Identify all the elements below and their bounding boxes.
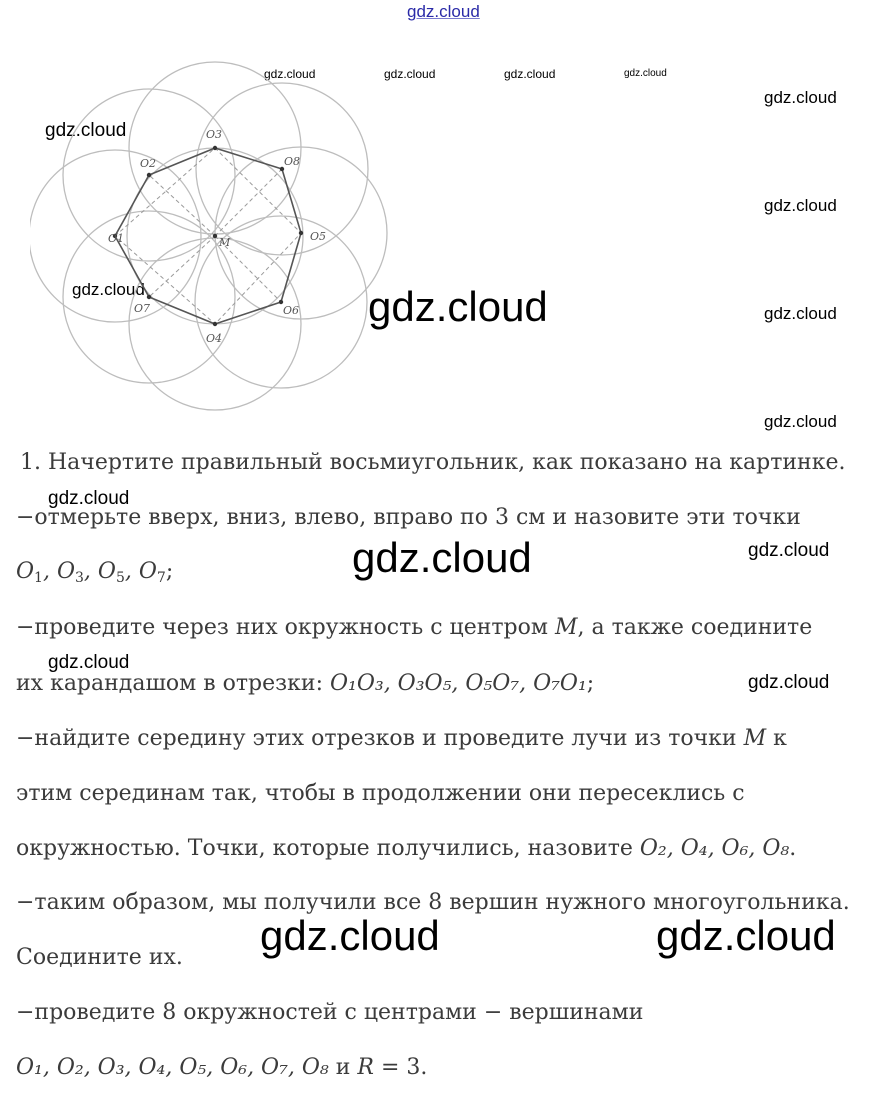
watermark: gdz.cloud — [72, 280, 145, 299]
octagon-construction-figure — [30, 50, 400, 420]
instruction-line-6: −найдите середину этих отрезков и проведите лучи из точки M к — [16, 726, 787, 751]
watermark: gdz.cloud — [384, 67, 436, 81]
watermark: gdz.cloud — [45, 120, 127, 141]
watermark: gdz.cloud — [656, 912, 836, 959]
instruction-line-1: 1. Начертите правильный восьмиугольник, как показано на картинке. — [20, 450, 846, 475]
vertex-dot — [213, 146, 217, 150]
watermark: gdz.cloud — [48, 652, 130, 673]
octagon — [115, 148, 301, 324]
instruction-line-7: этим серединам так, чтобы в продолжении они пересеклись с — [16, 781, 745, 806]
center-dot — [213, 234, 217, 238]
instruction-line-3: $O_1$, $O_3$, $O_5$, $O_7$; — [16, 559, 174, 586]
instruction-line-5: их карандашом в отрезки: O₁O₃, O₃O₅, O₅O₇, O₇O₁; — [16, 671, 595, 696]
watermark: gdz.cloud — [352, 534, 532, 581]
label-o2: O2 — [140, 157, 157, 170]
vertex-dot — [299, 231, 303, 235]
watermark-top[interactable]: gdz.cloud — [407, 2, 480, 21]
instruction-line-2: −отмерьте вверх, вниз, влево, вправо по 3 см и назовите эти точки — [16, 505, 801, 530]
label-o7: O7 — [134, 302, 151, 315]
watermark: gdz.cloud — [264, 67, 316, 81]
watermark: gdz.cloud — [764, 412, 837, 431]
vertex-dot — [213, 322, 217, 326]
watermark: gdz.cloud — [504, 67, 556, 81]
watermark: gdz.cloud — [764, 196, 837, 215]
label-m: M — [219, 236, 231, 249]
watermark: gdz.cloud — [260, 912, 440, 959]
watermark: gdz.cloud — [764, 304, 837, 323]
instruction-line-11: −проведите 8 окружностей с центрами − вершинами — [16, 1000, 644, 1025]
watermark: gdz.cloud — [748, 540, 830, 561]
ray — [215, 169, 282, 236]
label-o4: O4 — [206, 332, 223, 345]
instruction-line-4: −проведите через них окружность с центром M, а также соедините — [16, 615, 813, 640]
instruction-line-9: −таким образом, мы получили все 8 вершин нужного многоугольника. — [16, 890, 850, 915]
label-o5: O5 — [310, 230, 327, 243]
instruction-line-10: Соедините их. — [16, 945, 183, 970]
instruction-line-8: окружностью. Точки, которые получились, назовите O₂, O₄, O₆, O₈. — [16, 836, 797, 861]
vertex-dot — [147, 295, 151, 299]
watermark: gdz.cloud — [748, 672, 830, 693]
dashed-square — [115, 148, 301, 324]
instruction-line-12: O₁, O₂, O₃, O₄, O₅, O₆, O₇, O₈ и R = 3. — [16, 1055, 428, 1080]
vertex-dot — [147, 173, 151, 177]
watermark: gdz.cloud — [764, 88, 837, 107]
label-o3: O3 — [206, 128, 223, 141]
watermark: gdz.cloud — [368, 283, 548, 330]
watermark: gdz.cloud — [624, 68, 667, 79]
label-o6: O6 — [283, 304, 300, 317]
label-o8: O8 — [284, 155, 301, 168]
label-o1: O1 — [108, 232, 125, 245]
watermark: gdz.cloud — [48, 488, 130, 509]
